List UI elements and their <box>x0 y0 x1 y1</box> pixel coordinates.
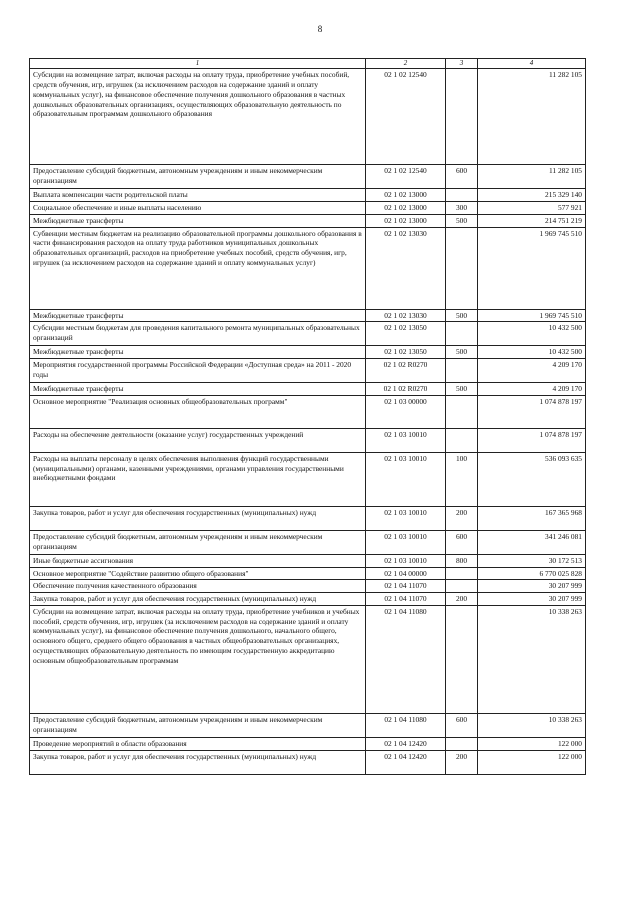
row-code: 02 1 02 13000 <box>366 214 446 227</box>
row-name: Расходы на выплаты персоналу в целях обеспечения выполнения функций государственными (муниципальными) органами, казенными учреждениями, органами управления государственными внебюджетными фондами <box>30 452 366 506</box>
row-code: 02 1 03 10010 <box>366 554 446 567</box>
row-code: 02 1 02 12540 <box>366 69 446 165</box>
row-code: 02 1 03 00000 <box>366 395 446 428</box>
table-row <box>30 395 586 428</box>
row-type <box>446 737 478 750</box>
table-row <box>30 567 586 580</box>
header-col-code: 2 <box>366 59 446 69</box>
row-code: 02 1 02 R0270 <box>366 383 446 396</box>
row-sum: 1 969 745 510 <box>478 309 586 322</box>
table-row <box>30 189 586 202</box>
row-sum: 4 209 170 <box>478 383 586 396</box>
row-code: 02 1 02 12540 <box>366 165 446 189</box>
row-sum: 10 432 500 <box>478 322 586 346</box>
row-code: 02 1 02 R0270 <box>366 359 446 383</box>
row-type: 200 <box>446 750 478 774</box>
row-sum: 536 093 635 <box>478 452 586 506</box>
row-name: Межбюджетные трансферты <box>30 214 366 227</box>
row-type <box>446 322 478 346</box>
table-row <box>30 165 586 189</box>
row-type: 600 <box>446 530 478 554</box>
row-sum: 30 172 513 <box>478 554 586 567</box>
row-sum: 11 282 105 <box>478 69 586 165</box>
row-type <box>446 580 478 593</box>
header-col-sum: 4 <box>478 59 586 69</box>
row-sum: 11 282 105 <box>478 165 586 189</box>
table-row <box>30 202 586 215</box>
table-row <box>30 359 586 383</box>
row-code: 02 1 03 10010 <box>366 452 446 506</box>
row-sum: 577 921 <box>478 202 586 215</box>
table-row <box>30 428 586 452</box>
row-sum: 1 074 878 197 <box>478 395 586 428</box>
table-row <box>30 605 586 713</box>
row-type: 200 <box>446 593 478 606</box>
row-code: 02 1 02 13000 <box>366 202 446 215</box>
row-type <box>446 605 478 713</box>
row-code: 02 1 02 13000 <box>366 189 446 202</box>
row-code: 02 1 03 10010 <box>366 428 446 452</box>
table-row <box>30 506 586 530</box>
row-name: Основное мероприятие "Содействие развитию общего образования" <box>30 567 366 580</box>
row-sum: 214 751 219 <box>478 214 586 227</box>
row-name: Проведение мероприятий в области образования <box>30 737 366 750</box>
row-name: Основное мероприятие "Реализация основных общеобразовательных программ" <box>30 395 366 428</box>
table-row <box>30 69 586 165</box>
row-name: Выплата компенсации части родительской платы <box>30 189 366 202</box>
row-name: Межбюджетные трансферты <box>30 346 366 359</box>
table-row <box>30 346 586 359</box>
table-row <box>30 580 586 593</box>
row-type <box>446 69 478 165</box>
row-code: 02 1 02 13030 <box>366 309 446 322</box>
row-code: 02 1 04 11080 <box>366 605 446 713</box>
row-sum: 10 338 263 <box>478 605 586 713</box>
row-name: Предоставление субсидий бюджетным, автономным учреждениям и иным некоммерческим организациям <box>30 530 366 554</box>
row-type: 600 <box>446 713 478 737</box>
row-sum: 30 207 999 <box>478 593 586 606</box>
row-code: 02 1 03 10010 <box>366 530 446 554</box>
table-row <box>30 383 586 396</box>
table-row <box>30 593 586 606</box>
row-type <box>446 227 478 309</box>
row-sum: 122 000 <box>478 737 586 750</box>
table-header-row <box>30 59 586 69</box>
row-sum: 167 365 968 <box>478 506 586 530</box>
row-type: 100 <box>446 452 478 506</box>
row-name: Мероприятия государственной программы Российской Федерации «Доступная среда» на 2011 - 2020 годы <box>30 359 366 383</box>
row-name: Межбюджетные трансферты <box>30 383 366 396</box>
table-row <box>30 214 586 227</box>
row-code: 02 1 03 10010 <box>366 506 446 530</box>
row-code: 02 1 04 11070 <box>366 593 446 606</box>
table-row <box>30 737 586 750</box>
row-code: 02 1 04 00000 <box>366 567 446 580</box>
row-type <box>446 359 478 383</box>
row-sum: 10 338 263 <box>478 713 586 737</box>
row-name: Предоставление субсидий бюджетным, автономным учреждениям и иным некоммерческим организациям <box>30 165 366 189</box>
row-type: 600 <box>446 165 478 189</box>
row-type: 500 <box>446 346 478 359</box>
row-name: Иные бюджетные ассигнования <box>30 554 366 567</box>
row-name: Закупка товаров, работ и услуг для обеспечения государственных (муниципальных) нужд <box>30 593 366 606</box>
row-name: Субвенции местным бюджетам на реализацию образовательной программы дошкольного образования в части финансирования расходов на оплату труда работников муниципальных дошкольных образовательных организаций, расходов на приобретение учебных пособий, средств обучения, игр, игрушек (за исключением расходов на содержание зданий и оплату коммунальных услуг) <box>30 227 366 309</box>
row-type: 500 <box>446 214 478 227</box>
row-name: Расходы на обеспечение деятельности (оказание услуг) государственных учреждений <box>30 428 366 452</box>
row-type <box>446 428 478 452</box>
row-name: Закупка товаров, работ и услуг для обеспечения государственных (муниципальных) нужд <box>30 750 366 774</box>
row-sum: 122 000 <box>478 750 586 774</box>
row-name: Субсидии на возмещение затрат, включая расходы на оплату труда, приобретение учебных пособий, средств обучения, игр, игрушек (за исключением расходов на содержание зданий и оплату коммунальных услуг), на финансовое обеспечение получения дошкольного образования в частных дошкольных образовательных организациях, осуществляющих образовательную деятельность по образовательным программам дошкольного образования <box>30 69 366 165</box>
row-sum: 1 074 878 197 <box>478 428 586 452</box>
row-sum: 1 969 745 510 <box>478 227 586 309</box>
row-name: Социальное обеспечение и иные выплаты населению <box>30 202 366 215</box>
table-row <box>30 452 586 506</box>
row-name: Межбюджетные трансферты <box>30 309 366 322</box>
budget-table <box>29 58 586 775</box>
row-code: 02 1 02 13050 <box>366 322 446 346</box>
row-type: 300 <box>446 202 478 215</box>
row-name: Субсидии местным бюджетам для проведения капитального ремонта муниципальных образовательных организаций <box>30 322 366 346</box>
row-type: 500 <box>446 383 478 396</box>
row-sum: 4 209 170 <box>478 359 586 383</box>
row-name: Закупка товаров, работ и услуг для обеспечения государственных (муниципальных) нужд <box>30 506 366 530</box>
header-col-name: 1 <box>30 59 366 69</box>
table-row <box>30 554 586 567</box>
row-sum: 341 246 081 <box>478 530 586 554</box>
header-col-type: 3 <box>446 59 478 69</box>
row-type <box>446 189 478 202</box>
row-code: 02 1 04 12420 <box>366 750 446 774</box>
row-code: 02 1 02 13050 <box>366 346 446 359</box>
row-code: 02 1 04 11080 <box>366 713 446 737</box>
table-row <box>30 530 586 554</box>
table-row <box>30 713 586 737</box>
row-type <box>446 395 478 428</box>
row-sum: 10 432 500 <box>478 346 586 359</box>
row-type: 800 <box>446 554 478 567</box>
row-sum: 215 329 140 <box>478 189 586 202</box>
row-code: 02 1 04 12420 <box>366 737 446 750</box>
table-row <box>30 309 586 322</box>
table-row <box>30 227 586 309</box>
row-name: Обеспечение получения качественного образования <box>30 580 366 593</box>
row-code: 02 1 04 11070 <box>366 580 446 593</box>
row-sum: 30 207 999 <box>478 580 586 593</box>
row-type: 200 <box>446 506 478 530</box>
row-code: 02 1 02 13030 <box>366 227 446 309</box>
row-type <box>446 567 478 580</box>
row-name: Субсидии на возмещение затрат, включая расходы на оплату труда, приобретение учебников и учебных пособий, средств обучения, игр, игрушек (за исключением расходов на содержание зданий и оплату коммунальных услуг), на финансовое обеспечение получения дошкольного, начального общего, основного общего, среднего общего образования в частных общеобразовательных организациях, осуществляющих образовательную деятельность по имеющим государственную аккредитацию основным общеобразовательным программам <box>30 605 366 713</box>
table-row <box>30 322 586 346</box>
row-name: Предоставление субсидий бюджетным, автономным учреждениям и иным некоммерческим организациям <box>30 713 366 737</box>
row-type: 500 <box>446 309 478 322</box>
table-row <box>30 750 586 774</box>
page-number: 8 <box>317 24 323 34</box>
row-sum: 6 770 025 828 <box>478 567 586 580</box>
